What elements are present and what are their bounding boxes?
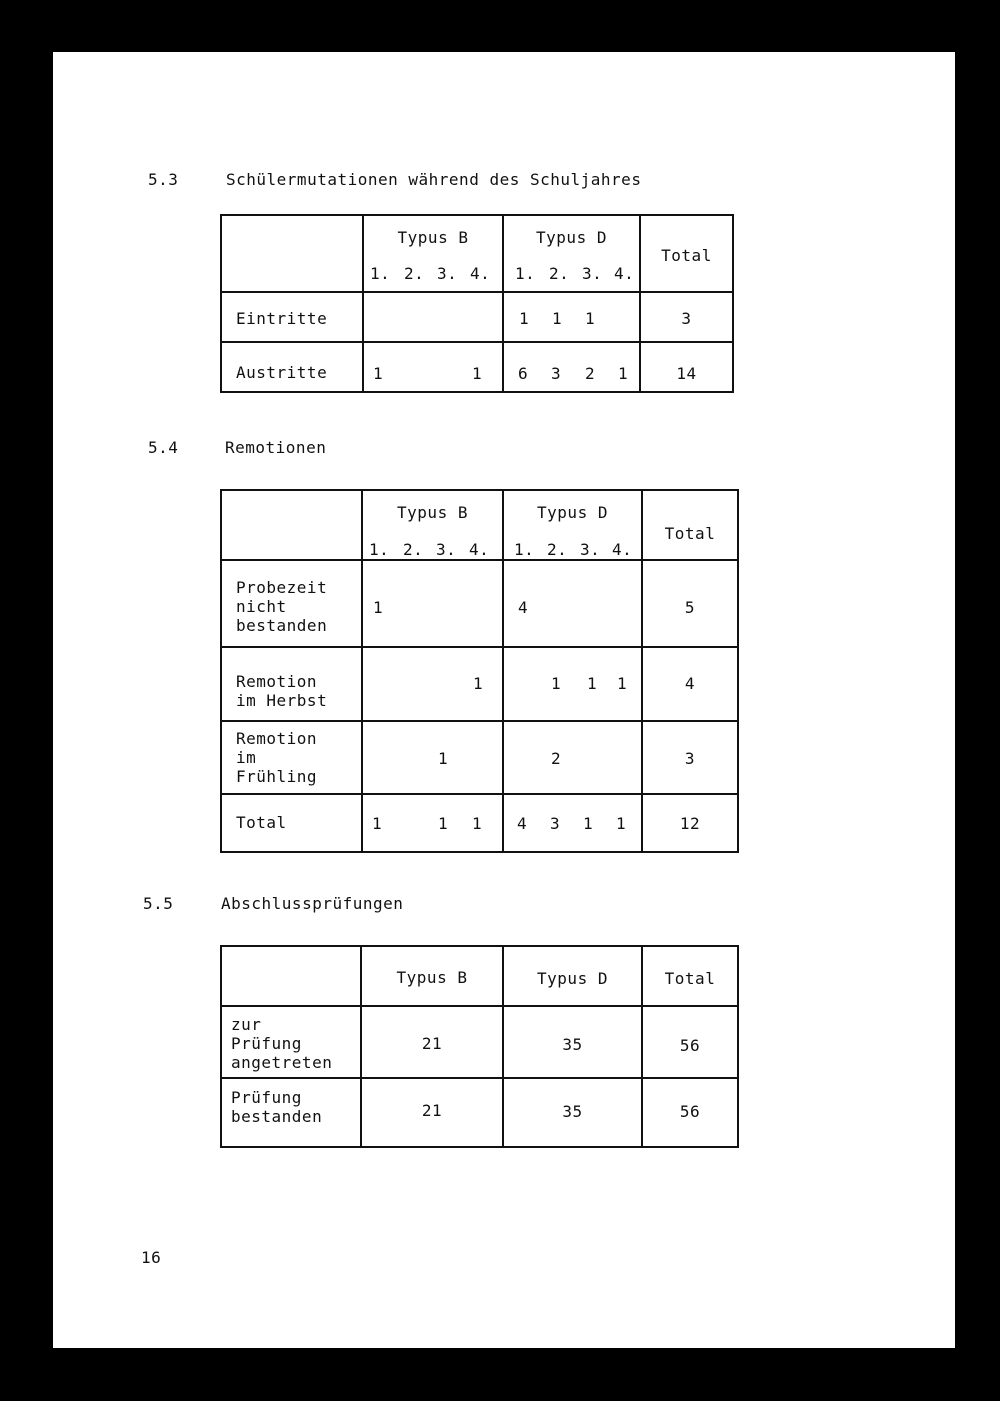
table-row	[221, 1006, 738, 1078]
row-total: 14	[640, 342, 733, 392]
header-empty-cell	[221, 946, 361, 1006]
row-label: Eintritte	[221, 292, 363, 342]
table-header-row	[221, 215, 733, 292]
row-total: 3	[642, 721, 738, 794]
typus-b-values: 1	[362, 647, 503, 721]
header-total: Total	[640, 215, 733, 292]
typus-b-values	[363, 292, 503, 342]
row-total: 5	[642, 560, 738, 647]
typus-b-values: 1	[362, 721, 503, 794]
section-title: Abschlussprüfungen	[221, 894, 404, 913]
table-row	[221, 292, 733, 342]
remotions-table	[220, 489, 739, 853]
typus-d-values: 1 1 1	[503, 292, 640, 342]
row-label: Remotion im Frühling	[221, 721, 362, 794]
typus-b-value: 21	[361, 1078, 503, 1147]
section-number: 5.4	[148, 438, 179, 457]
typus-d-values: 4 3 1 1	[503, 794, 642, 852]
row-label: Probezeit nicht bestanden	[221, 560, 362, 647]
row-label: Prüfung bestanden	[221, 1078, 361, 1147]
typus-d-values: 2	[503, 721, 642, 794]
header-total: Total	[642, 946, 738, 1006]
typus-b-values: 1 1	[363, 342, 503, 392]
section-title: Remotionen	[225, 438, 327, 457]
typus-d-value: 35	[503, 1006, 642, 1078]
row-label: zur Prüfung angetreten	[221, 1006, 361, 1078]
header-empty-cell	[221, 215, 363, 292]
typus-b-values: 1 1 1	[362, 794, 503, 852]
row-label: Austritte	[221, 342, 363, 392]
mutations-table	[220, 214, 734, 393]
header-typus-d: Typus D	[503, 946, 642, 1006]
typus-b-value: 21	[361, 1006, 503, 1078]
row-label: Total	[221, 794, 362, 852]
header-typus-d: Typus D 1. 2. 3. 4.	[503, 215, 640, 292]
row-total: 4	[642, 647, 738, 721]
table-row	[221, 794, 738, 852]
page-number: 16	[141, 1248, 162, 1267]
header-typus-b: Typus B	[361, 946, 503, 1006]
table-row	[221, 342, 733, 392]
header-total: Total	[642, 490, 738, 560]
table-row	[221, 1078, 738, 1147]
typus-d-values: 1 1 1	[503, 647, 642, 721]
typus-b-values: 1	[362, 560, 503, 647]
row-total: 56	[642, 1078, 738, 1147]
document-page	[53, 52, 955, 1348]
table-row	[221, 560, 738, 647]
table-row	[221, 647, 738, 721]
header-empty-cell	[221, 490, 362, 560]
table-header-row	[221, 946, 738, 1006]
final-exams-table	[220, 945, 739, 1148]
typus-d-value: 35	[503, 1078, 642, 1147]
table-header-row	[221, 490, 738, 560]
header-typus-b: Typus B 1. 2. 3. 4.	[362, 490, 503, 560]
row-label: Remotion im Herbst	[221, 647, 362, 721]
header-typus-b: Typus B 1. 2. 3. 4.	[363, 215, 503, 292]
row-total: 3	[640, 292, 733, 342]
section-title: Schülermutationen während des Schuljahres	[226, 170, 642, 189]
header-typus-d: Typus D 1. 2. 3. 4.	[503, 490, 642, 560]
typus-d-values: 4	[503, 560, 642, 647]
table-row	[221, 721, 738, 794]
section-number: 5.3	[148, 170, 179, 189]
row-total: 56	[642, 1006, 738, 1078]
typus-d-values: 6 3 2 1	[503, 342, 640, 392]
section-number: 5.5	[143, 894, 174, 913]
row-total: 12	[642, 794, 738, 852]
